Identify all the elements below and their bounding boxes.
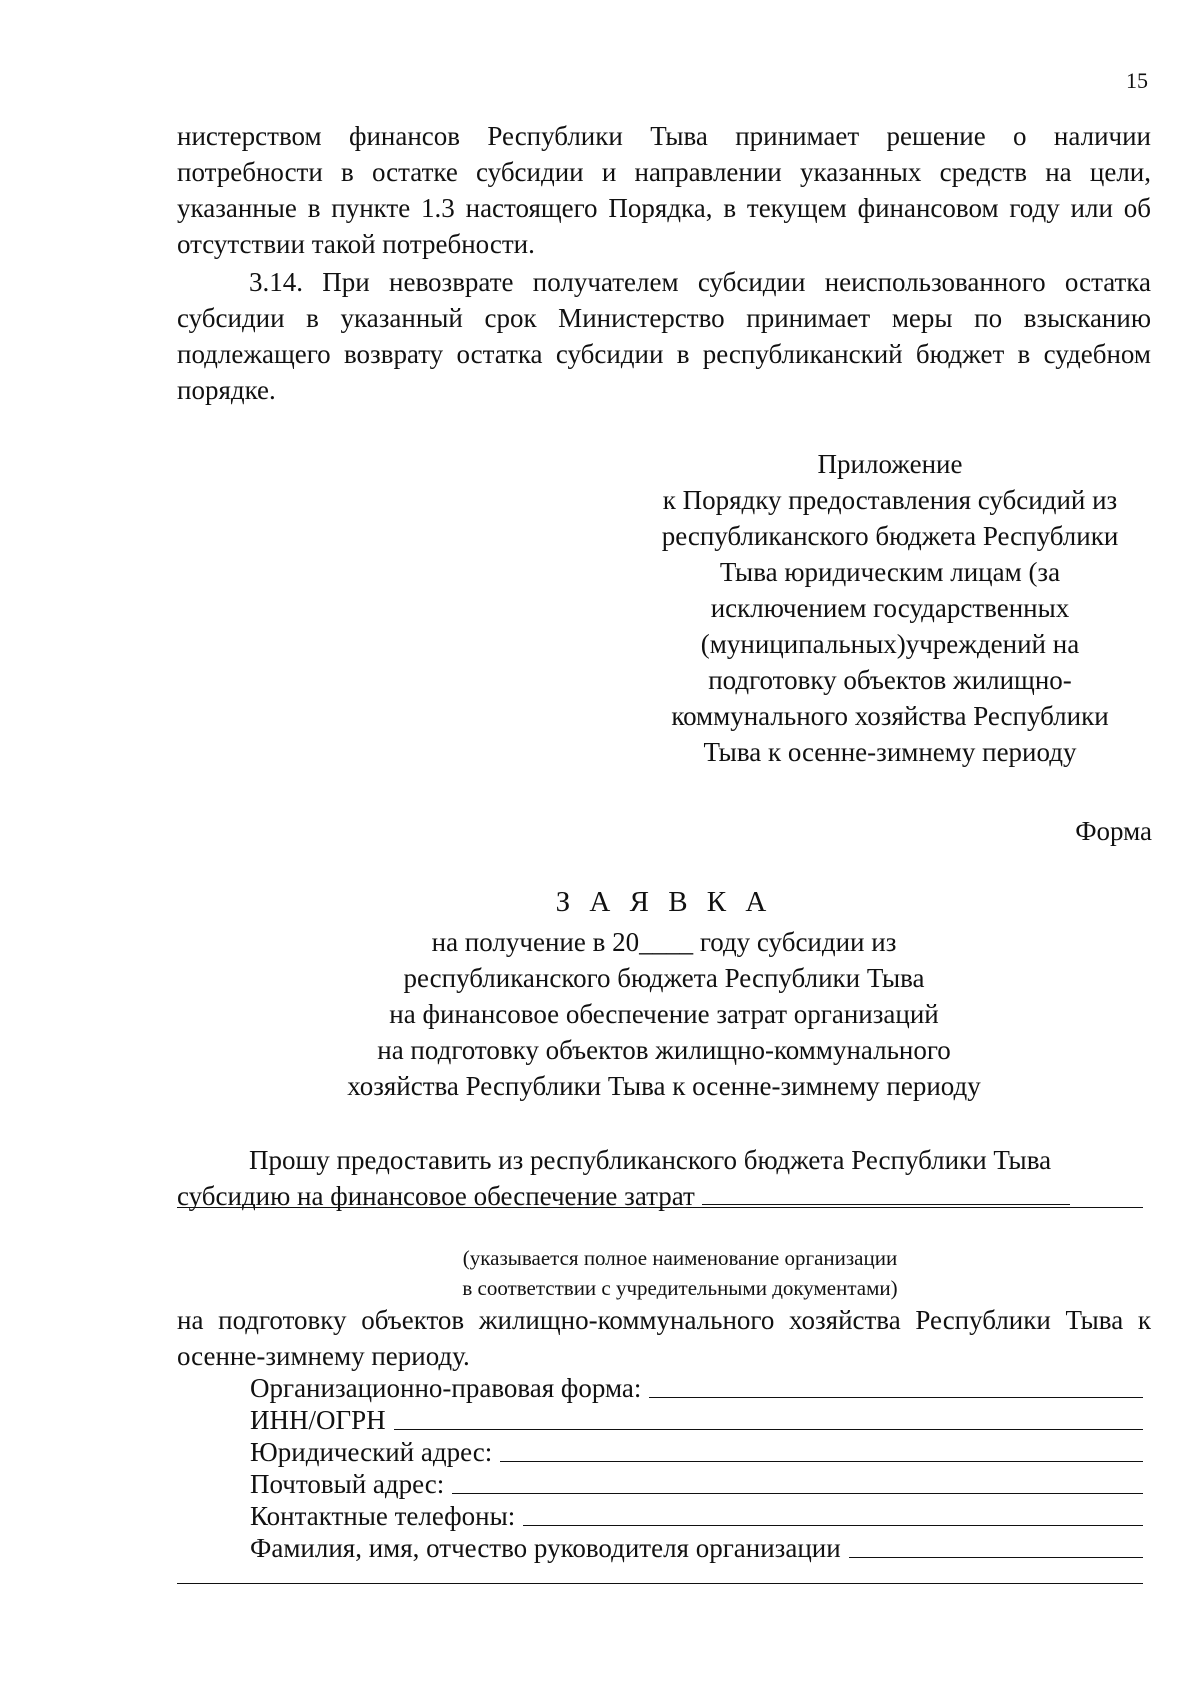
field-blank[interactable] <box>849 1556 1143 1558</box>
field-postal-address[interactable] <box>250 1464 1143 1500</box>
paragraph-3-14: 3.14. При невозврате получателем субсидии неиспользованного остатка субсидии в указанный срок Министерство принимает меры по взысканию подлежащего возврату остатка субсидии в республиканский бюджет в судебном порядке. <box>177 267 1151 405</box>
field-head-name[interactable] <box>250 1528 1143 1564</box>
field-blank[interactable] <box>649 1396 1143 1398</box>
title-line: хозяйства Республики Тыва к осенне-зимнему периоду <box>347 1071 981 1101</box>
appendix-line: к Порядку предоставления субсидий из <box>662 485 1118 515</box>
request-text: Прошу предоставить из республиканского бюджета Республики Тыва субсидию на финансовое обеспечение затрат <box>177 1145 1052 1211</box>
form-label: Форма <box>1075 816 1152 846</box>
appendix-block <box>630 446 1150 770</box>
application-title <box>177 884 1151 1104</box>
appendix-line: исключением государственных <box>710 593 1070 623</box>
field-inn-ogrn[interactable] <box>250 1400 1143 1436</box>
purpose-paragraph: на подготовку объектов жилищно-коммунального хозяйства Республики Тыва к осенне-зимнему периоду. <box>177 1305 1151 1371</box>
org-costs-blank[interactable] <box>702 1180 1070 1205</box>
title-line: на подготовку объектов жилищно-коммунального <box>377 1035 951 1065</box>
field-legal-address[interactable] <box>250 1432 1143 1468</box>
appendix-line: (муниципальных)учреждений на <box>700 629 1080 659</box>
field-label: Контактные телефоны: <box>250 1501 516 1531</box>
appendix-line: Тыва юридическим лицам (за <box>719 557 1061 587</box>
field-blank[interactable] <box>452 1492 1143 1494</box>
title-line: республиканского бюджета Республики Тыва <box>403 963 925 993</box>
field-label: Организационно-правовая форма: <box>250 1373 642 1403</box>
note-line-1: (указывается полное наименование организации <box>462 1246 898 1270</box>
appendix-line: коммунального хозяйства Республики <box>671 701 1109 731</box>
request-paragraph <box>177 1142 1151 1214</box>
paragraph-continuation: нистерством финансов Республики Тыва принимает решение о наличии потребности в остатке субсидии и направлении указанных средств на цели, указанные в пункте 1.3 настоящего Порядка, в текущем финансовом году или об отсутствии такой потребности. <box>177 121 1151 259</box>
page-number: 15 <box>1126 68 1148 93</box>
title-heading: З А Я В К А <box>555 886 773 918</box>
org-name-line[interactable] <box>177 1207 1143 1208</box>
field-blank[interactable] <box>500 1460 1143 1462</box>
field-legal-form[interactable] <box>250 1368 1143 1404</box>
field-label: Юридический адрес: <box>250 1437 493 1467</box>
field-label: Фамилия, имя, отчество руководителя организации <box>250 1533 841 1563</box>
field-label: Почтовый адрес: <box>250 1469 445 1499</box>
field-blank[interactable] <box>523 1524 1143 1526</box>
appendix-line: республиканского бюджета Республики <box>661 521 1119 551</box>
appendix-line: Приложение <box>817 449 963 479</box>
field-blank[interactable] <box>394 1428 1143 1430</box>
appendix-line: Тыва к осенне-зимнему периоду <box>703 737 1077 767</box>
head-name-continuation-line[interactable] <box>177 1583 1143 1584</box>
title-line: на получение в 20____ году субсидии из <box>431 927 897 957</box>
field-label: ИНН/ОГРН <box>250 1405 386 1435</box>
title-line: на финансовое обеспечение затрат организаций <box>389 999 939 1029</box>
field-phones[interactable] <box>250 1496 1143 1532</box>
appendix-line: подготовку объектов жилищно- <box>708 665 1072 695</box>
note-line-2: в соответствии с учредительными документами) <box>462 1276 898 1300</box>
org-name-note <box>400 1243 960 1303</box>
